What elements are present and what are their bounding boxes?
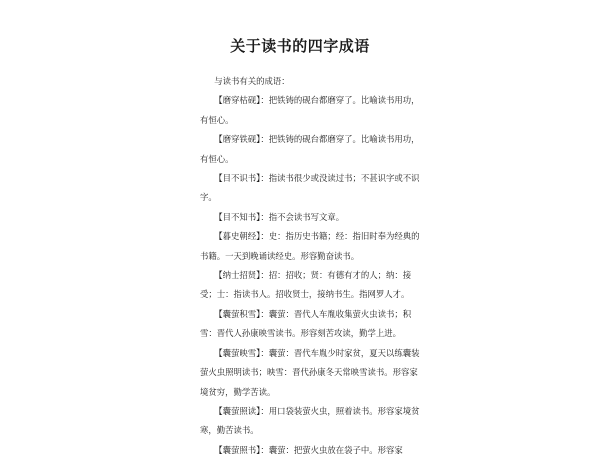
idiom-definition: ：指读书很少或没读过书；不甚识字或不识字。	[200, 173, 420, 203]
idiom-term: 【囊萤照读】	[214, 405, 261, 416]
idiom-term: 【纳士招贤】	[214, 270, 261, 281]
idiom-definition: ：用口袋装萤火虫，照着读书。形容家境贫寒，勤苦读书。	[200, 405, 420, 436]
page-title: 关于读书的四字成语	[230, 37, 370, 55]
idiom-definition: ：囊萤：把萤火虫放在袋子中。形容家	[260, 444, 403, 455]
idiom-term: 【囊萤积雪】	[214, 308, 261, 319]
idiom-entry	[200, 208, 420, 227]
idiom-entry	[200, 402, 420, 441]
idiom-definition: ：把铁铸的砚台都磨穿了。比喻读书用功，有恒心。	[200, 134, 420, 164]
idiom-entry	[200, 344, 420, 402]
idiom-term: 【暮史朝经】	[214, 231, 261, 242]
idiom-entry	[200, 305, 420, 344]
idiom-term: 【目不知书】	[214, 211, 261, 222]
idiom-entry	[200, 91, 420, 130]
idiom-definition: ：囊萤：晋代车胤少时家贫，夏天以练囊装萤火虫照明读书；映雪：晋代孙康冬天常映雪读书。形容家境贫穷，勤学苦读。	[200, 347, 420, 397]
idiom-entry	[200, 130, 420, 169]
idiom-term: 【目不识书】	[214, 173, 261, 184]
idiom-entry	[200, 441, 420, 460]
idiom-term: 【囊萤照书】	[214, 444, 261, 455]
idiom-definition: ：指不会读书写文章。	[260, 211, 345, 222]
idiom-definition: ：招：招收；贤：有德有才的人；纳：接受；士：指读书人。招收贤士，接纳书生。指网罗人才。	[200, 270, 412, 300]
idiom-entry	[200, 266, 420, 305]
intro-text: 与读书有关的成语：	[214, 76, 290, 86]
idiom-term: 【囊萤映雪】	[214, 347, 261, 358]
idiom-definition: ：把铁铸的砚台都磨穿了。比喻读书用功，有恒心。	[200, 95, 420, 125]
idiom-definition: ：囊萤：晋代人车胤收集萤火虫读书；积雪：晋代人孙康映雪读书。形容刻苦攻读，勤学上进。	[200, 308, 412, 339]
idiom-term: 【磨穿枯砚】	[214, 95, 261, 106]
idiom-term: 【磨穿铁砚】	[214, 134, 261, 145]
idiom-definition: ：史：指历史书籍；经：指旧时奉为经典的书籍。一天到晚诵读经史。形容勤奋读书。	[200, 231, 420, 261]
article-body	[200, 72, 420, 460]
idiom-entry	[200, 227, 420, 266]
idiom-entry	[200, 169, 420, 208]
